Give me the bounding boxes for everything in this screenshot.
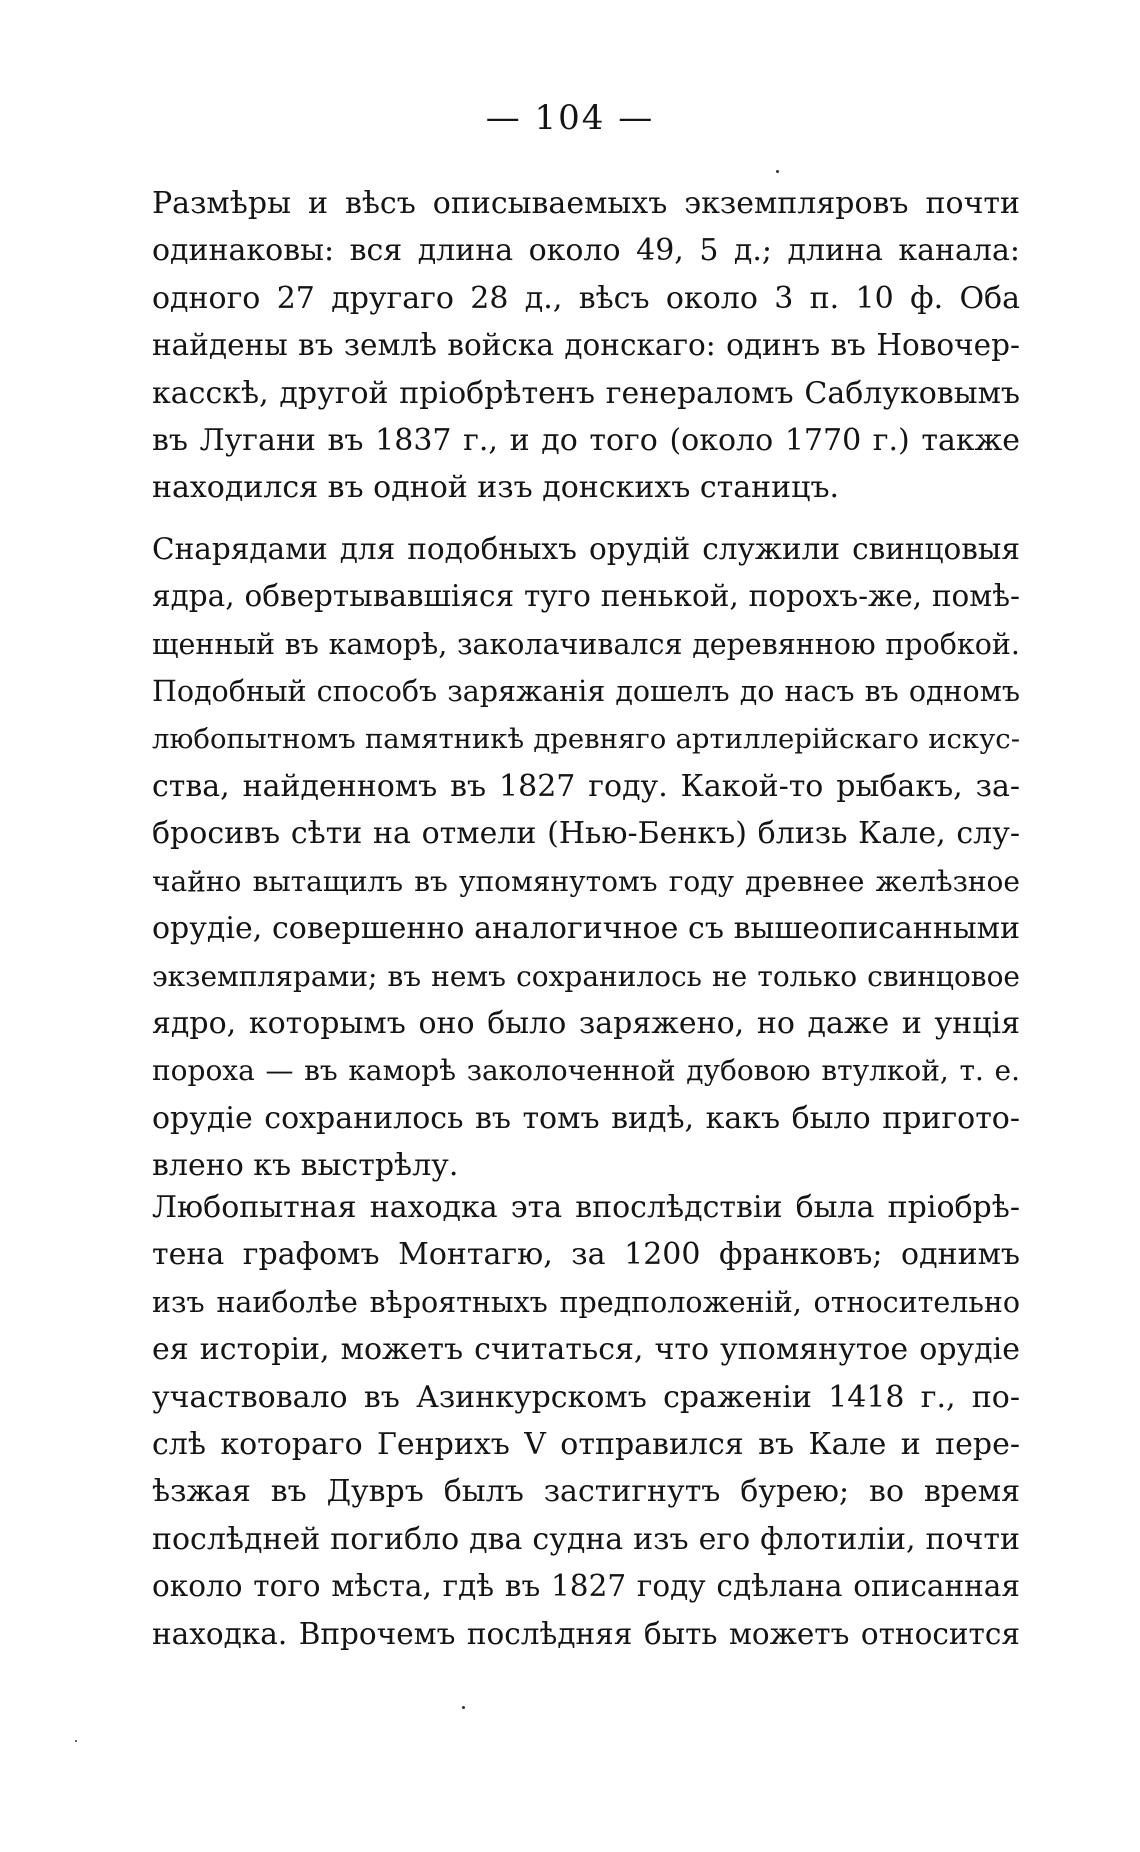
text-line: влено къ выстрѣлу. [152, 1148, 459, 1184]
text-line: Подобный способъ заряжанія дошелъ до насъ въ одномъ [152, 675, 1020, 709]
text-line: ядро, которымъ оно было заряжено, но даже и унція [152, 1005, 1020, 1041]
text-line: находка. Впрочемъ послѣдняя быть можетъ относится [152, 1616, 1020, 1651]
print-speck [462, 1706, 465, 1709]
text-line: щенный въ каморѣ, заколачивался деревянною пробкой. [152, 627, 1020, 661]
text-line: слѣ котораго Генрихъ V отправился въ Кале и пере- [152, 1426, 1020, 1462]
text-line: пороха — въ каморѣ заколоченной дубовою втулкой, т. е. [152, 1054, 1020, 1088]
text-line: орудіе, совершенно аналогичное съ вышеописанными [152, 911, 1020, 947]
text-line: одинаковы: вся длина около 49, 5 д.; длина канала: [152, 233, 1020, 269]
text-line: изъ наиболѣе вѣроятныхъ предположеній, относительно [152, 1285, 1020, 1319]
print-speck [776, 170, 779, 173]
page-number: — 104 — [485, 98, 655, 138]
text-line: любопытномъ памятникѣ древняго артиллерійскаго искус- [152, 722, 1020, 755]
text-line: найдены въ землѣ войска донскаго: одинъ въ Новочер- [152, 328, 1020, 363]
text-line: Любопытная находка эта впослѣдствіи была пріобрѣ- [152, 1190, 1020, 1225]
text-line: послѣдней погибло два судна изъ его флотиліи, почти [152, 1521, 1020, 1557]
text-line: въ Лугани въ 1837 г., и до того (около 1770 г.) также [152, 422, 1020, 458]
text-line: тена графомъ Монтагю, за 1200 франковъ; однимъ [152, 1237, 1020, 1273]
text-line: ядра, обвертывавшіяся туго пенькой, порохъ-же, помѣ- [152, 579, 1020, 614]
text-line: касскѣ, другой пріобрѣтенъ генераломъ Саблуковымъ [152, 375, 1020, 411]
text-line: ея исторіи, можетъ считаться, что упомянутое орудіе [152, 1332, 1020, 1368]
text-line: около того мѣста, гдѣ въ 1827 году сдѣлана описанная [152, 1569, 1020, 1604]
paragraph-2 [152, 526, 1020, 1189]
paragraph-1 [152, 180, 1020, 512]
print-speck [75, 1740, 77, 1742]
text-line: находился въ одной изъ донскихъ станицъ. [152, 470, 840, 506]
text-line: экземплярами; въ немъ сохранилось не только свинцовое [152, 959, 1020, 993]
text-line: ства, найденномъ въ 1827 году. Какой-то рыбакъ, за- [152, 768, 1020, 804]
text-line: Снарядами для подобныхъ орудій служили свинцовыя [152, 532, 1020, 566]
paragraph-3 [152, 1184, 1020, 1658]
text-line: чайно вытащилъ въ упомянутомъ году древнее желѣзное [152, 864, 1020, 898]
text-line: одного 27 другаго 28 д., вѣсъ около 3 п. 10 ф. Оба [152, 280, 1020, 316]
text-line: бросивъ сѣти на отмели (Нью-Бенкъ) близь Кале, слу- [152, 816, 1020, 852]
text-line: Размѣры и вѣсъ описываемыхъ экземпляровъ почти [152, 186, 1020, 221]
text-line: ѣзжая въ Дувръ былъ застигнутъ бурею; во время [152, 1474, 1020, 1510]
text-line: участвовало въ Азинкурскомъ сраженіи 1418 г., по- [152, 1379, 1020, 1415]
text-line: орудіе сохранилось въ томъ видѣ, какъ было пригото- [152, 1100, 1020, 1136]
